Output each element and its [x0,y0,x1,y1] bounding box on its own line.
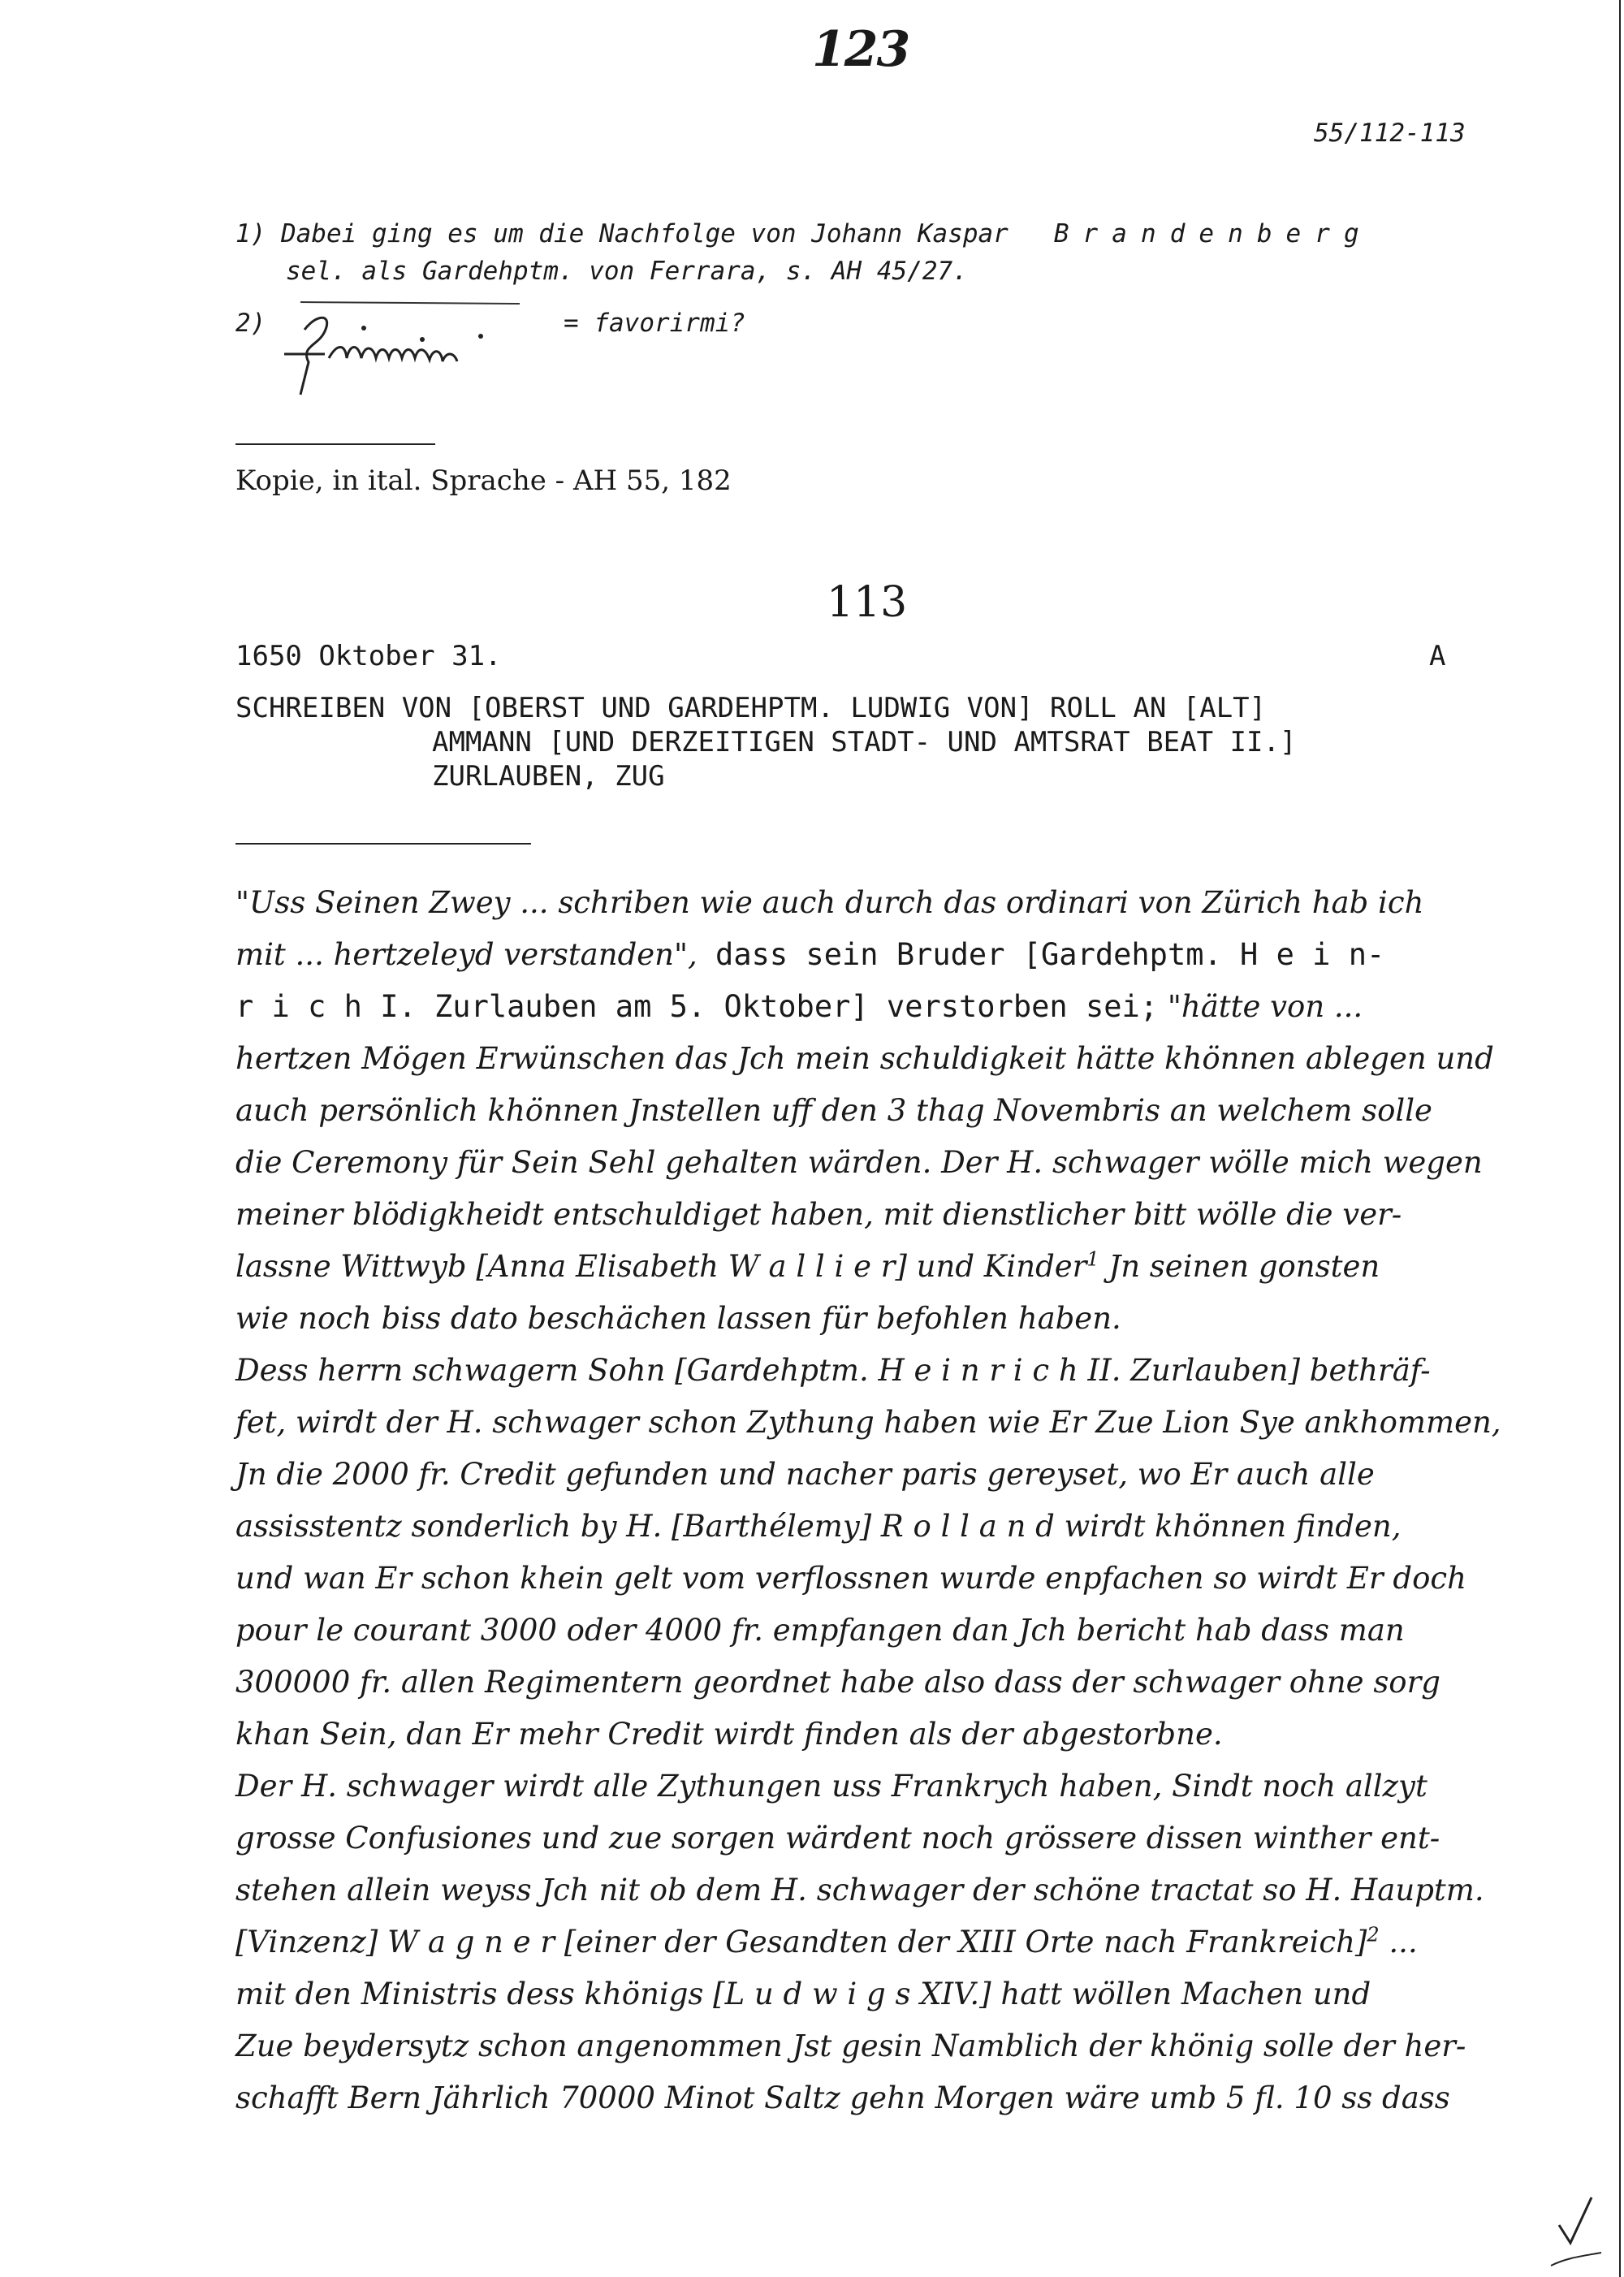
body-line: Jn die 2000 fr. Credit gefunden und nacher paris gereyset, wo Er auch alle [235,1457,1375,1492]
body-line: pour le courant 3000 oder 4000 fr. empfangen dan Jch bericht hab dass man [235,1613,1405,1648]
document-number: 113 [827,578,908,627]
body-line: und wan Er schon khein gelt vom verflossnen wurde enpfachen so wirdt Er doch [235,1561,1466,1596]
body-line: mit den Ministris dess khönigs [L u d w i g s XIV.] hatt wöllen Machen und [235,1977,1371,2011]
footnote-ref-1: 1 [1086,1247,1099,1271]
body-line: mit ... hertzeleyd verstanden", dass sein Bruder [Gardehptm. H e i n- [235,937,1385,972]
body-line: grosse Confusiones und zue sorgen wärdent noch grössere dissen winther ent- [235,1821,1440,1856]
document-class: A [1429,640,1446,672]
letter-body [235,877,1527,2124]
body-line: Zue beydersytz schon angenommen Jst gesin Namblich der khönig solle der her- [235,2029,1466,2063]
heading-separator [235,843,531,845]
document-date: 1650 Oktober 31. [235,640,502,672]
body-line: stehen allein weyss Jch nit ob dem H. schwager der schöne tractat so H. Hauptm. [235,1873,1484,1908]
body-line: r i c h I. Zurlauben am 5. Oktober] verstorben sei; "hätte von ... [235,989,1363,1024]
checkmark-icon [1543,2193,1608,2274]
copy-note: Kopie, in ital. Sprache - AH 55, 182 [235,464,732,497]
body-line: lassne Wittwyb [Anna Elisabeth W a l l i e r] und Kinder$^1$ Jn seinen gonsten [235,1247,1380,1284]
footnote-2-label: 2) [235,309,266,338]
heading-line-3: ZURLAUBEN, ZUG [432,760,665,793]
body-line: meiner blödigkheidt entschuldiget haben, mit dienstlicher bitt wölle die ver- [235,1197,1402,1232]
footnote-1-line-2: sel. als Gardehptm. von Ferrara, s. AH 45/27. [286,257,968,286]
body-line: Dess herrn schwagern Sohn [Gardehptm. H e i n r i c h II. Zurlauben] bethräf- [235,1353,1431,1388]
heading-line-2: AMMANN [UND DERZEITIGEN STADT- UND AMTSRAT BEAT II.] [432,726,1297,758]
body-line: auch persönlich khönnen Jnstellen uff den 3 thag Novembris an welchem solle [235,1093,1432,1128]
footnote-1-name: Brandenberg [1053,219,1373,248]
body-line: wie noch biss dato beschächen lassen für befohlen haben. [235,1301,1121,1336]
body-line: assisstentz sonderlich by H. [Barthélemy] R o l l a n d wirdt khönnen finden, [235,1509,1402,1544]
body-line: khan Sein, dan Er mehr Credit wirdt finden als der abgestorbne. [235,1717,1223,1752]
footnote-2-gloss: = favorirmi? [564,309,745,338]
page-edge [1619,0,1621,2277]
footnote-ref-2: 2 [1367,1923,1380,1946]
folio-number: 123 [812,21,909,78]
body-line: Der H. schwager wirdt alle Zythungen uss Frankrych haben, Sindt noch allzyt [235,1769,1427,1804]
reference-number: 55/112-113 [1314,119,1466,148]
body-line: fet, wirdt der H. schwager schon Zythung haben wie Er Zue Lion Sye ankhommen, [235,1405,1501,1440]
body-line: 300000 fr. allen Regimentern geordnet habe also dass der schwager ohne sorg [235,1665,1440,1700]
body-line: schafft Bern Jährlich 70000 Minot Saltz gehn Morgen wäre umb 5 fl. 10 ss dass [235,2080,1450,2115]
footnote-separator [235,443,435,445]
body-line: hertzen Mögen Erwünschen das Jch mein schuldigkeit hätte khönnen ablegen und [235,1041,1494,1076]
body-line: "Uss Seinen Zwey ... schriben wie auch durch das ordinari von Zürich hab ich [235,885,1424,920]
body-line: [Vinzenz] W a g n e r [einer der Gesandten der XIII Orte nach Frankreich]$^2$ ... [235,1923,1418,1959]
body-line: die Ceremony für Sein Sehl gehalten wärden. Der H. schwager wölle mich wegen [235,1145,1483,1180]
footnote-1-line-1: 1) Dabei ging es um die Nachfolge von Johann Kaspar Brandenberg [235,219,1373,248]
handwritten-word-image [268,297,528,403]
heading-line-1: SCHREIBEN VON [OBERST UND GARDEHPTM. LUDWIG VON] ROLL AN [ALT] [235,692,1267,724]
